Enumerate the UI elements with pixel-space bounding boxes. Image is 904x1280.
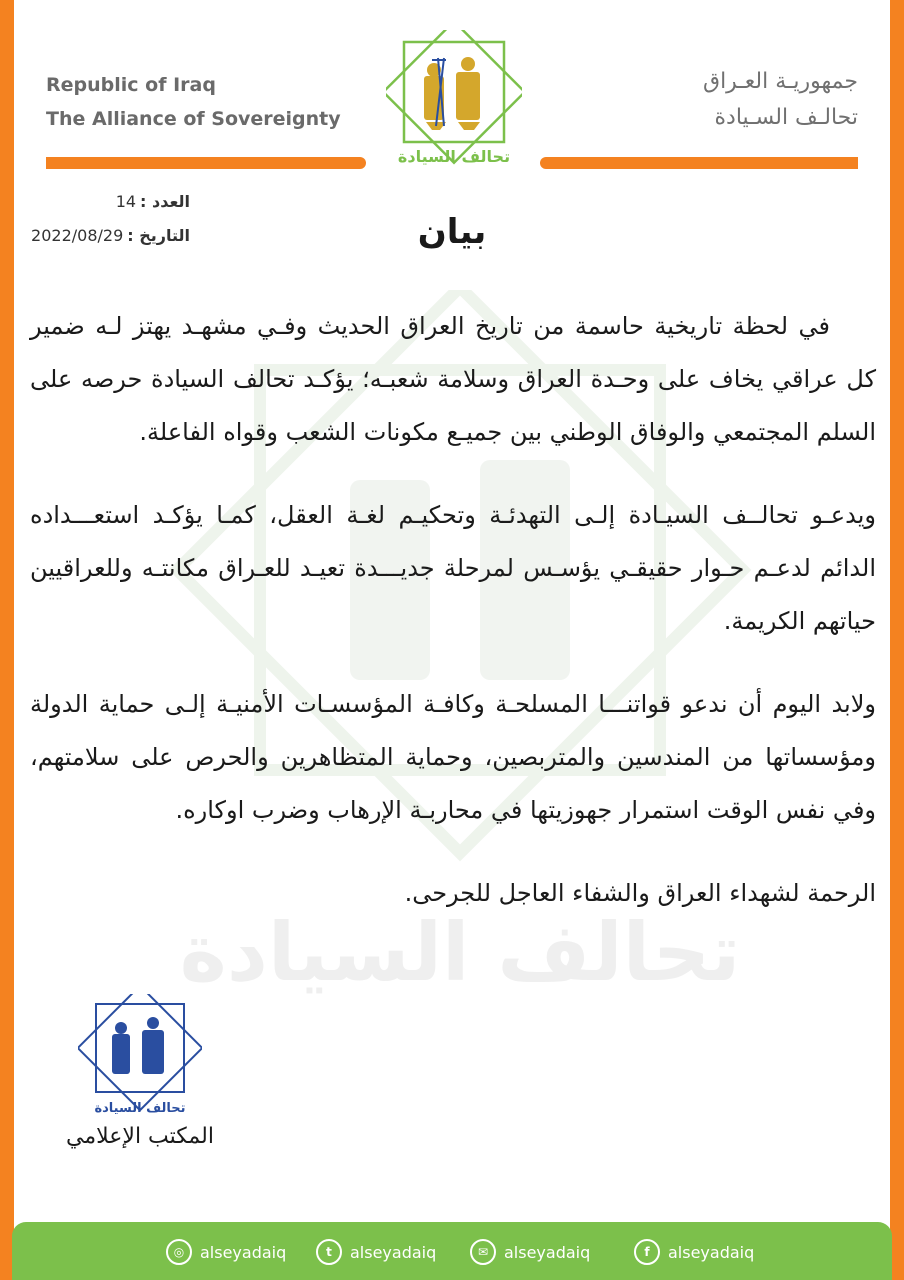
header-divider-left	[46, 157, 366, 169]
footer-link-label: alseyadaiq	[504, 1242, 591, 1262]
meta-number-label: العدد :	[140, 191, 190, 211]
alliance-logo	[386, 30, 522, 170]
footer-link-twitter[interactable]	[316, 1238, 436, 1266]
header-ar-org: تحالـف السـيادة	[714, 105, 858, 130]
paragraph-4: الرحمة لشهداء العراق والشفاء العاجل للجرحى.	[404, 879, 876, 907]
footer-bar	[12, 1222, 892, 1280]
paragraph-1: في لحظة تاريخية حاسمة من تاريخ العراق الحديث وفـي مشهـد يهتز لـه ضمير كل عراقي يخاف على وحـدة العراق وسلامة شعبـه؛ يؤكـد تحالف السيادة حرصه على السلم المجتمعي والوفاق الوطني بين جميـع مكونات الشعب وقواه الفاعلة.	[30, 312, 876, 446]
twitter-icon: t	[316, 1239, 342, 1265]
footer-link-label: alseyadaiq	[200, 1242, 287, 1262]
meta-number-value: 14	[115, 191, 137, 211]
facebook-icon: f	[634, 1239, 660, 1265]
paragraph-2: ويدعـو تحالــف السيـادة إلـى التهدئـة وتحكيـم لغـة العقل، كمـا يؤكـد استعـــداده الدائم لدعـم حـوار حقيقـي يؤسـس لمرحلة جديـــدة تعيـد للعـراق مكانتـه وللعراقيين حياتهم الكريمة.	[30, 501, 876, 635]
paragraph-3: ولابد اليوم أن ندعو قواتنـــا المسلحـة وكافـة المؤسسـات الأمنيـة إلـى حماية الدولة ومؤسساتها من المندسين والمتربصين، وحماية المتظاهرين والحرص على سلامتهم، وفي نفس الوقت استمرار جهوزيتها في محاربـة الإرهاب وضرب اوكاره.	[30, 690, 876, 824]
email-icon: ✉	[470, 1239, 496, 1265]
logo-caption: تحالف السيادة	[397, 147, 511, 166]
meta-date-value: 2022/08/29	[31, 225, 124, 245]
header-ar-country: جمهوريـة العـراق	[703, 69, 858, 94]
left-orange-border	[0, 0, 14, 1280]
watermark-caption: تحالف السيادة	[179, 906, 741, 999]
footer-link-dribbble[interactable]	[166, 1238, 286, 1266]
meta-date-label: التاريخ :	[127, 225, 190, 245]
media-office: المكتب الإعلامي	[66, 1124, 214, 1149]
header-en-country: Republic of Iraq	[46, 74, 216, 96]
signature-logo	[78, 994, 202, 1120]
header-en-org: The Alliance of Sovereignty	[46, 108, 341, 130]
footer-link-label: alseyadaiq	[668, 1242, 755, 1262]
footer-link-label: alseyadaiq	[350, 1242, 437, 1262]
footer-link-facebook[interactable]	[634, 1238, 754, 1266]
header-english	[46, 68, 366, 136]
signature-logo-caption: تحالف السيادة	[94, 1101, 186, 1116]
right-orange-border	[890, 0, 904, 1280]
statement-body	[30, 300, 876, 920]
statement-title: بيان	[417, 212, 487, 252]
dribbble-icon: ◎	[166, 1239, 192, 1265]
footer-link-email[interactable]	[470, 1238, 590, 1266]
header-arabic	[538, 64, 858, 136]
header-divider-right	[540, 157, 858, 169]
